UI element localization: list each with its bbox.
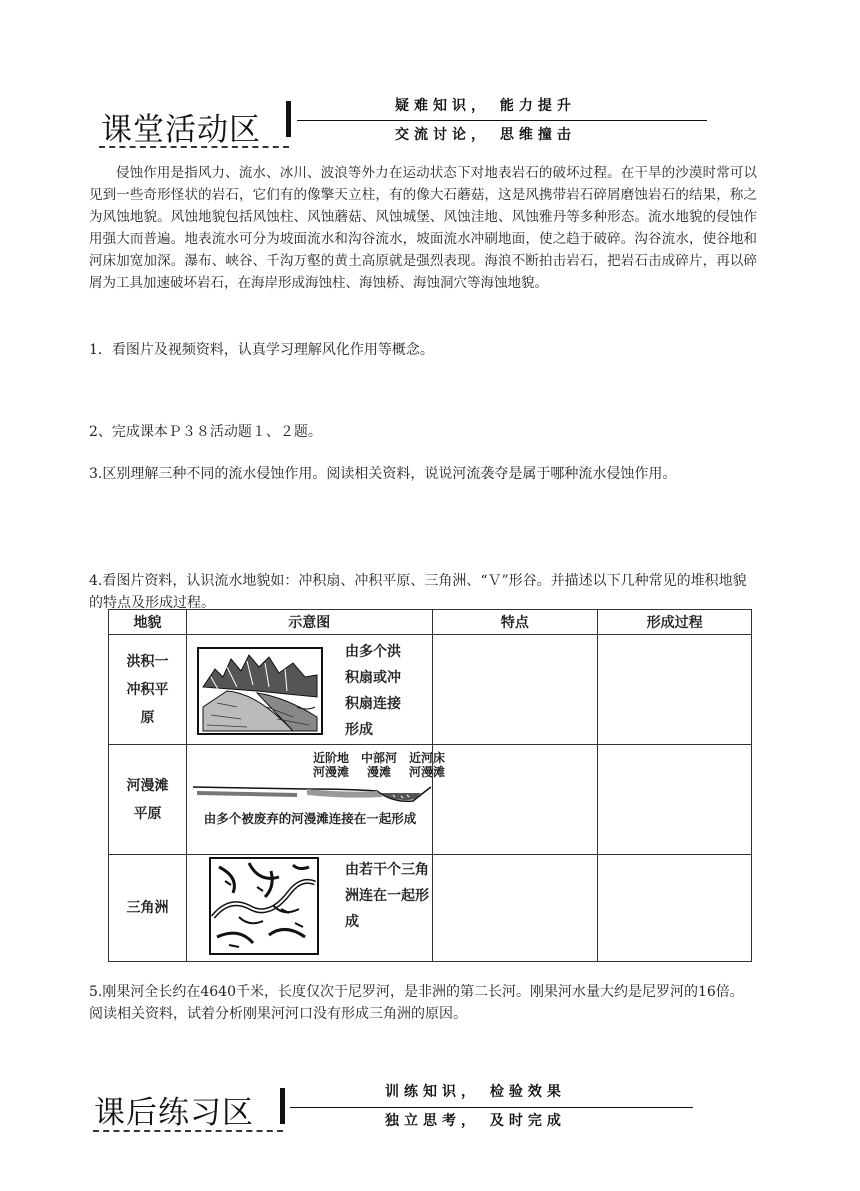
landform-table [108,609,752,962]
diagram-cell [186,745,445,855]
question-4: 4.看图片资料，认识流水地貌如：冲积扇、冲积平原、三角洲、“Ｖ”形谷。并描述以下几种常见的堆积地貌的特点及形成过程。 [89,573,747,611]
diagram-cell [186,855,432,962]
question-1: 1．看图片及视频资料，认真学习理解风化作用等概念。 [89,342,434,358]
section-subtitle-top: 疑难知识， 能力提升 [395,98,576,114]
process-cell[interactable] [598,855,752,962]
divider-line [297,120,707,121]
intro-paragraph: 侵蚀作用是指风力、流水、冰川、波浪等外力在运动状态下对地表岩石的破坏过程。在干旱的沙漠时常可以见到一些奇形怪状的岩石，它们有的像擎天立柱，有的像大石蘑菇，这是风携带岩石碎屑磨蚀岩石的结果，称之为风蚀地貌。风蚀地貌包括风蚀柱、风蚀蘑菇、风蚀城堡、风蚀洼地、风蚀雅丹等多种形态。流水地貌的侵蚀作用强大而普遍。地表流水可分为坡面流水和沟谷流水，坡面流水冲刷地面，使之趋于破碎。沟谷流水，使谷地和河床加宽加深。瀑布、峡谷、千沟万壑的黄土高原就是强烈表现。海浪不断拍击岩石，把岩石击成碎片，再以碎屑为工具加速破坏岩石，在海岸形成海蚀柱、海蚀桥、海蚀洞穴等海蚀地貌。 [89,165,757,291]
dashed-underline [93,1130,283,1132]
header-landform: 地貌 [109,610,187,635]
diagram-note: 由多个洪积扇或冲积扇连接形成 [344,644,401,738]
diagram-caption: 由多个被废弃的河漫滩连接在一起形成 [203,811,417,826]
dashed-underline [99,146,289,148]
label-near-terrace: 近阶地河漫滩 [312,751,349,779]
question-5: 5.刚果河全长约在4640千米，长度仅次于尼罗河，是非洲的第二长河。刚果河水量大约是尼罗河的16倍。阅读相关资料，试着分析刚果河河口没有形成三角洲的原因。 [89,984,744,1022]
row-name-cell [109,635,187,745]
floodplain-profile-diagram [187,781,433,807]
section-title: 课后练习区 [94,1095,254,1131]
alluvial-fan-diagram [197,647,323,735]
row-name: 河漫滩平原 [126,777,169,822]
table-row [109,855,752,962]
question-2: 2、完成课本Ｐ３８活动题１、２题。 [89,424,322,440]
table-row [109,745,752,855]
row-name-cell [109,855,187,962]
delta-diagram [209,857,319,955]
label-near-channel: 近河床河漫滩 [408,751,445,779]
header-diagram: 示意图 [186,610,432,635]
diagram-cell [186,635,432,745]
section-title: 课堂活动区 [101,112,261,148]
row-name: 三角洲 [126,900,169,916]
feature-cell[interactable] [432,745,598,855]
row-name: 洪积一冲积平原 [126,653,169,726]
header-process: 形成过程 [598,610,752,635]
divider-line [290,1107,693,1108]
process-cell[interactable] [598,635,752,745]
diagram-note: 由若干个三角洲连在一起形成 [344,862,429,930]
divider-bar [286,101,291,137]
question-3: 3.区别理解三种不同的流水侵蚀作用。阅读相关资料，说说河流袭夺是属于哪种流水侵蚀作用。 [89,466,677,482]
feature-cell[interactable] [432,635,598,745]
section-subtitle-bottom: 独立思考， 及时完成 [385,1113,566,1129]
process-cell[interactable] [598,745,752,855]
section-subtitle-top: 训练知识， 检验效果 [385,1084,566,1100]
section-subtitle-bottom: 交流讨论， 思维撞击 [395,127,576,143]
feature-cell[interactable] [432,855,598,962]
label-middle: 中部河漫滩 [360,751,397,779]
table-header-row [109,610,752,635]
row-name-cell [109,745,187,855]
header-feature: 特点 [432,610,598,635]
table-row [109,635,752,745]
divider-bar [280,1088,285,1124]
